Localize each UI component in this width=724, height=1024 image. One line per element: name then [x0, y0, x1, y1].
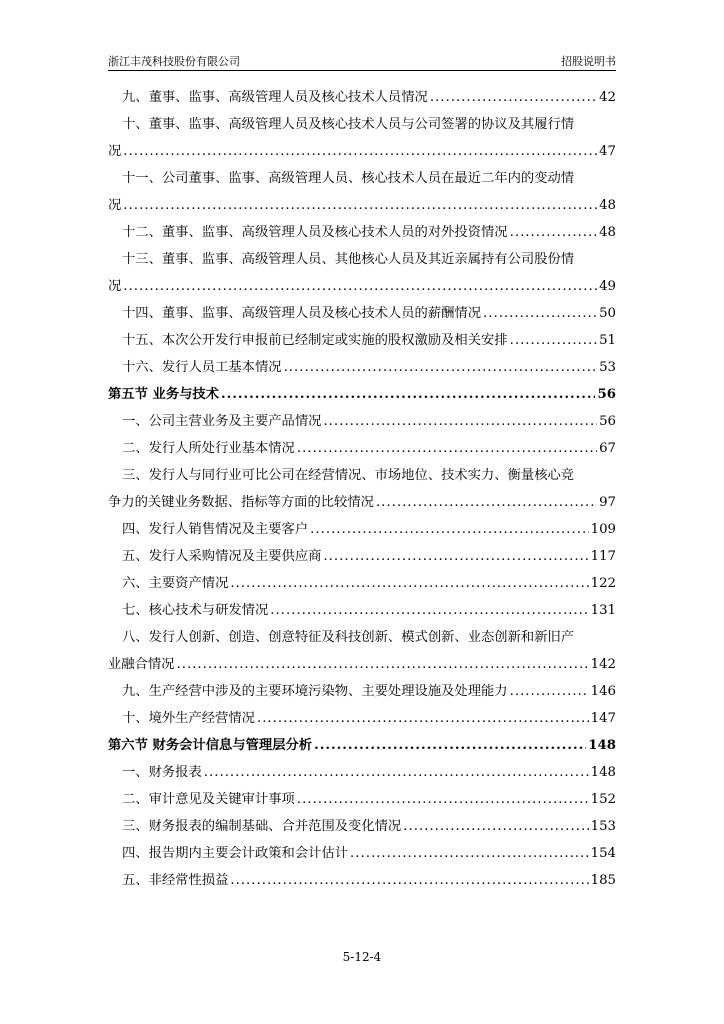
toc-page-number: 142: [590, 657, 616, 672]
toc-page-number: 148: [590, 765, 616, 780]
toc-entry-title[interactable]: 三、发行人与同行业可比公司在经营情况、市场地位、技术实力、衡量核心竞: [122, 468, 575, 483]
toc-page-number: 109: [590, 522, 616, 537]
toc-leader-dots: [284, 354, 598, 381]
toc-entry-title: 十五、本次公开发行申报前已经制定或实施的股权激励及相关安排: [122, 333, 508, 348]
toc-leader-dots: [430, 84, 597, 111]
toc-leader-dots: [314, 732, 586, 759]
toc-section-entry[interactable]: [108, 732, 616, 759]
toc-entry-title[interactable]: 十三、董事、监事、高级管理人员、其他核心人员及其近亲属持有公司股份情: [122, 252, 575, 267]
toc-entry-title[interactable]: 十一、公司董事、监事、高级管理人员、核心技术人员在最近二年内的变动情: [122, 171, 575, 186]
toc-entry[interactable]: [108, 408, 616, 435]
toc-entry-title: 九、董事、监事、高级管理人员及核心技术人员情况: [122, 90, 428, 105]
toc-entry[interactable]: [108, 489, 616, 516]
toc-page-number: 49: [599, 279, 616, 294]
toc-page-number: 56: [599, 414, 616, 429]
toc-page-number: 122: [590, 576, 616, 591]
toc-entry[interactable]: [108, 597, 616, 624]
toc-page-number: 48: [599, 198, 616, 213]
toc-leader-dots: [270, 597, 588, 624]
toc-entry-title: 二、审计意见及关键审计事项: [122, 792, 295, 807]
toc-entry[interactable]: [108, 327, 616, 354]
toc-entry[interactable]: [108, 840, 616, 867]
page-header: [108, 50, 616, 71]
toc-page-number: 147: [590, 711, 616, 726]
toc-leader-dots: [123, 138, 597, 165]
toc-entry-continuation: 况: [108, 279, 122, 294]
toc-entry[interactable]: [108, 354, 616, 381]
toc-entry[interactable]: [108, 867, 616, 894]
toc-page-number: 185: [590, 873, 616, 888]
toc-page-number: 146: [590, 684, 616, 699]
toc-entry-title: 一、财务报表: [122, 765, 202, 780]
toc-leader-dots: [123, 192, 597, 219]
toc-entry[interactable]: [108, 516, 616, 543]
toc-leader-dots: [323, 408, 597, 435]
toc-leader-dots: [221, 381, 595, 408]
toc-entry[interactable]: [108, 570, 616, 597]
toc-page-number: 117: [590, 549, 616, 564]
toc-entry-continuation: 争力的关键业务数据、指标等方面的比较情况: [108, 495, 374, 510]
toc-entry-title: 一、公司主营业务及主要产品情况: [122, 414, 322, 429]
toc-entry[interactable]: [108, 759, 616, 786]
toc-entry-title: 五、非经常性损益: [122, 873, 229, 888]
toc-entry[interactable]: [108, 192, 616, 219]
toc-entry[interactable]: [108, 84, 616, 111]
page-number: 5-12-4: [342, 950, 382, 964]
toc-entry[interactable]: [108, 300, 616, 327]
toc-entry-title[interactable]: 十、董事、监事、高级管理人员及核心技术人员与公司签署的协议及其履行情: [122, 117, 575, 132]
toc-leader-dots: [510, 219, 597, 246]
toc-entry-title: 第六节 财务会计信息与管理层分析: [108, 738, 313, 753]
toc-entry-title: 十四、董事、监事、高级管理人员及核心技术人员的薪酬情况: [122, 306, 482, 321]
toc-page-number: 148: [588, 738, 616, 753]
toc-entry-title: 三、财务报表的编制基础、合并范围及变化情况: [122, 819, 402, 834]
toc-leader-dots: [376, 489, 597, 516]
toc-page-number: 154: [590, 846, 616, 861]
header-company: 浙江丰茂科技股份有限公司: [108, 55, 240, 68]
toc-entry[interactable]: [108, 678, 616, 705]
toc-entry-title[interactable]: 八、发行人创新、创造、创意特征及科技创新、模式创新、业态创新和新旧产: [122, 630, 575, 645]
toc-entry[interactable]: [108, 813, 616, 840]
toc-entry[interactable]: [108, 273, 616, 300]
toc-page-number: 42: [599, 90, 616, 105]
toc-page-number: 152: [590, 792, 616, 807]
toc-leader-dots: [176, 651, 588, 678]
toc-page-number: 67: [599, 441, 616, 456]
toc-leader-dots: [204, 759, 589, 786]
toc-entry-title: 四、报告期内主要会计政策和会计估计: [122, 846, 349, 861]
toc-entry-title: 九、生产经营中涉及的主要环境污染物、主要处理设施及处理能力: [122, 684, 508, 699]
toc-page-number: 153: [590, 819, 616, 834]
toc-leader-dots: [510, 327, 597, 354]
toc-entry-title: 六、主要资产情况: [122, 576, 229, 591]
toc-page-number: 50: [599, 306, 616, 321]
toc-leader-dots: [350, 840, 589, 867]
toc-entry-continuation: 况: [108, 198, 122, 213]
toc-leader-dots: [230, 867, 588, 894]
toc-leader-dots: [483, 300, 597, 327]
toc-page-number: 53: [599, 360, 616, 375]
toc-page-number: 47: [599, 144, 616, 159]
toc-leader-dots: [310, 516, 588, 543]
toc-leader-dots: [403, 813, 588, 840]
toc-entry-title: 七、核心技术与研发情况: [122, 603, 269, 618]
toc-page-number: 131: [590, 603, 616, 618]
toc-entry-title: 四、发行人销售情况及主要客户: [122, 522, 309, 537]
toc-entry[interactable]: [108, 435, 616, 462]
toc-page-number: 97: [599, 495, 616, 510]
toc-leader-dots: [297, 435, 597, 462]
toc-page-number: 48: [599, 225, 616, 240]
toc-entry-title: 十二、董事、监事、高级管理人员及核心技术人员的对外投资情况: [122, 225, 508, 240]
table-of-contents: [108, 84, 616, 894]
toc-entry-continuation: 业融合情况: [108, 657, 175, 672]
toc-leader-dots: [257, 705, 589, 732]
toc-entry[interactable]: [108, 219, 616, 246]
toc-entry-title: 五、发行人采购情况及主要供应商: [122, 549, 322, 564]
toc-section-entry[interactable]: [108, 381, 616, 408]
toc-leader-dots: [230, 570, 588, 597]
toc-leader-dots: [297, 786, 589, 813]
toc-entry[interactable]: [108, 651, 616, 678]
toc-entry[interactable]: [108, 138, 616, 165]
toc-leader-dots: [323, 543, 588, 570]
toc-entry[interactable]: [108, 705, 616, 732]
toc-page-number: 56: [597, 387, 616, 402]
toc-entry[interactable]: [108, 786, 616, 813]
toc-entry-title: 十、境外生产经营情况: [122, 711, 255, 726]
toc-page-number: 51: [599, 333, 616, 348]
toc-entry-continuation: 况: [108, 144, 122, 159]
toc-entry-title: 二、发行人所处行业基本情况: [122, 441, 295, 456]
toc-entry-title: 十六、发行人员工基本情况: [122, 360, 282, 375]
toc-leader-dots: [510, 678, 589, 705]
toc-entry[interactable]: [108, 543, 616, 570]
toc-leader-dots: [123, 273, 597, 300]
header-doc-title: 招股说明书: [561, 55, 616, 68]
toc-entry-title: 第五节 业务与技术: [108, 387, 220, 402]
